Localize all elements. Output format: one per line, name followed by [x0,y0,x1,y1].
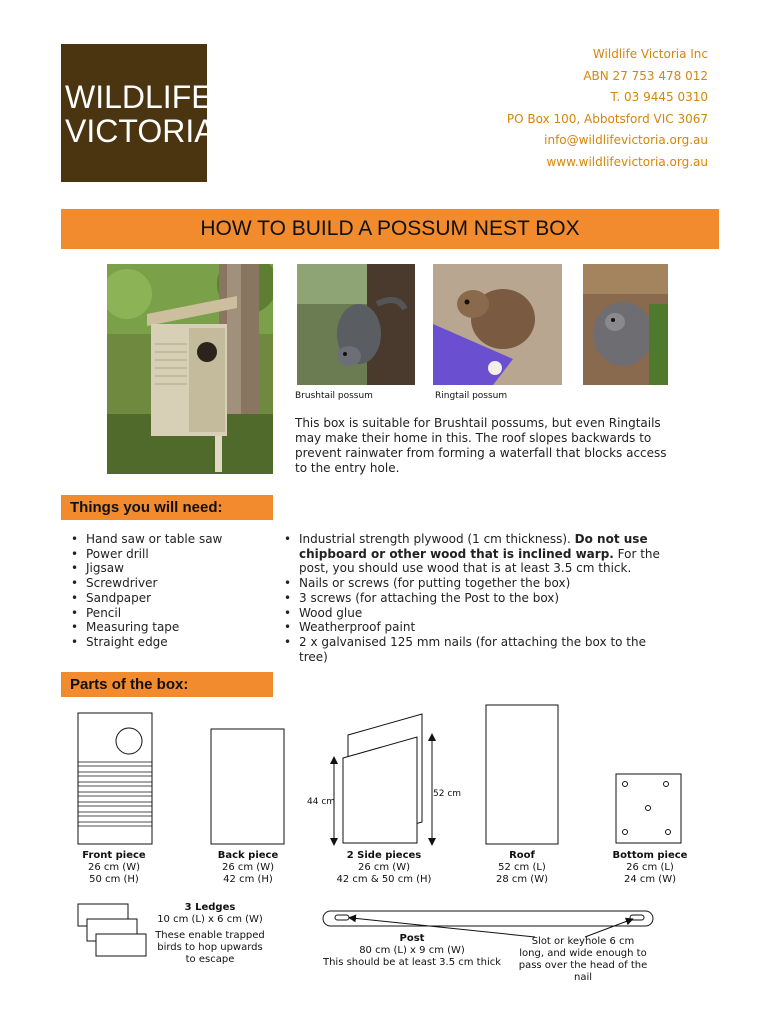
brushtail-possum-photo [297,264,415,385]
bottom-piece-width: 24 cm (W) [623,874,676,885]
logo-line-1: WILDLIFE [65,79,213,115]
abn: ABN 27 753 478 012 [583,68,708,83]
intro-paragraph: This box is suitable for Brushtail possums, but even Ringtails may make their home in this. The roof slopes backwards to prevent rainwater from forming a waterfall that blocks access to the entry hole. [295,416,667,475]
list-item: • Measuring tape [68,620,278,635]
postal-address: PO Box 100, Abbotsford VIC 3067 [506,111,708,126]
list-item: • 2 x galvanised 125 mm nails (for attaching the box to the tree) [281,635,676,664]
front-piece-width: 26 cm (W) [87,862,140,873]
parts-heading-text: Parts of the box: [70,676,189,693]
ringtail-caption: Ringtail possum [435,391,508,401]
roof-drawing [486,705,558,844]
ledges-drawing [78,904,146,956]
side-pieces-drawing [334,714,432,843]
ledges-note: These enable trapped birds to hop upwards to escape [155,930,265,965]
list-item: • Straight edge [68,635,278,650]
back-piece-drawing [211,729,284,844]
contact-block [507,44,708,174]
post-size: 80 cm (L) x 9 cm (W) [359,945,465,956]
back-piece-name: Back piece [217,850,279,861]
side-pieces-name: 2 Side pieces [346,850,422,861]
front-piece-drawing [78,713,152,844]
post-thickness: This should be at least 3.5 cm thick [322,957,502,968]
side-dim-right: 52 cm [433,789,462,799]
brushtail-caption: Brushtail possum [295,391,373,401]
phone: T. 03 9445 0310 [610,90,708,105]
front-piece-height: 50 cm (H) [89,874,139,885]
plywood-post-note: For the post, you should use wood that is at least 3.5 cm thick. [299,546,660,576]
page-title [61,209,719,249]
list-item: • Nails or screws (for putting together the box) [281,576,676,591]
keyhole-note: Slot or keyhole 6 cm long, and wide enough to pass over the head of the nail [518,936,648,983]
post-name: Post [399,933,425,944]
tools-list [68,532,278,650]
side-dim-left: 44 cm [307,797,336,807]
plywood-text: Industrial strength plywood (1 cm thickness). [299,532,575,546]
list-item: • Screwdriver [68,576,278,591]
list-item: • Weatherproof paint [281,620,676,635]
materials-list [281,532,676,664]
list-item: • Jigsaw [68,561,278,576]
side-pieces-label [324,850,444,886]
list-item: • Power drill [68,547,278,562]
ledges-size: 10 cm (L) x 6 cm (W) [157,914,263,925]
ledges-name: 3 Ledges [184,902,236,913]
bottom-piece-label [600,850,700,886]
bottom-piece-name: Bottom piece [612,850,688,861]
roof-width: 28 cm (W) [495,874,548,885]
back-piece-width: 26 cm (W) [221,862,274,873]
list-item: • 3 screws (for attaching the Post to the box) [281,591,676,606]
list-item: • Sandpaper [68,591,278,606]
things-heading-text: Things you will need: [70,499,223,516]
roof-label [472,850,572,886]
back-piece-height: 42 cm (H) [223,874,273,885]
page-title-text: HOW TO BUILD A POSSUM NEST BOX [200,217,580,240]
roof-length: 52 cm (L) [498,862,546,873]
side-pieces-width: 26 cm (W) [357,862,410,873]
ledges-label [152,902,268,966]
front-piece-label [64,850,164,886]
things-heading [61,495,273,520]
parts-heading [61,672,273,697]
wildlife-victoria-logo [61,44,216,182]
logo-line-2: VICTORIA [65,113,216,149]
roof-name: Roof [509,850,535,861]
ringtail-possum-photo [433,264,562,385]
plywood-warning: Do not use chipboard or other wood that is inclined warp. [299,532,648,561]
bottom-piece-length: 26 cm (L) [626,862,674,873]
list-item: • Hand saw or table saw [68,532,278,547]
list-item: • Wood glue [281,606,676,621]
bottom-piece-drawing [616,774,681,843]
post-label [322,933,502,969]
back-piece-label [198,850,298,886]
list-item: • Pencil [68,606,278,621]
front-piece-name: Front piece [82,850,146,861]
list-item [281,532,676,576]
org-name: Wildlife Victoria Inc [592,47,708,61]
email-link[interactable]: info@wildlifevictoria.org.au [544,133,708,148]
nest-box-photo [107,264,273,474]
side-pieces-height: 42 cm & 50 cm (H) [336,874,432,885]
website-link[interactable]: www.wildlifevictoria.org.au [546,154,708,169]
possum-in-box-photo [583,264,668,385]
